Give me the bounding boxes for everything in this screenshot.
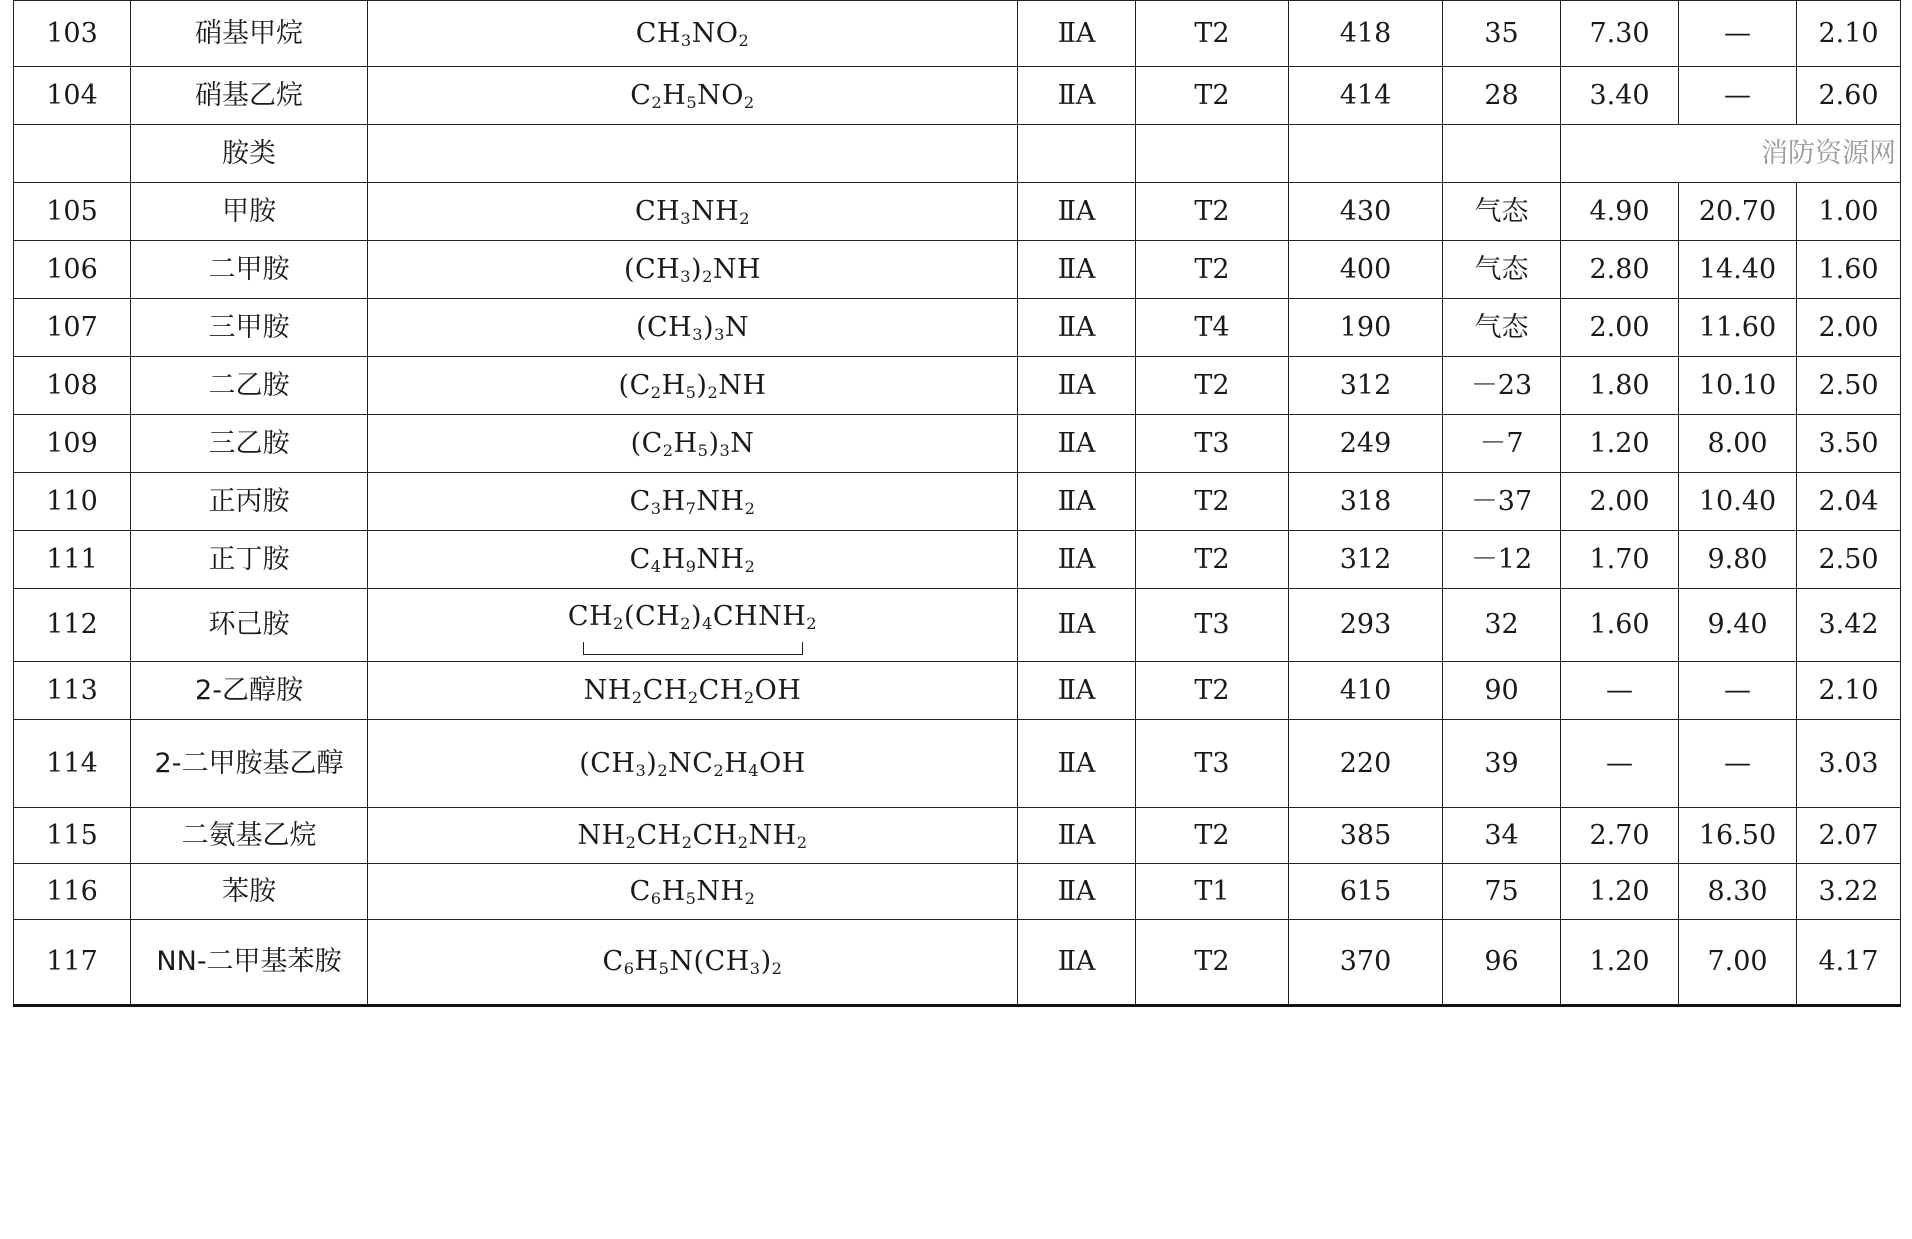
compound-name: 硝基乙烷 <box>131 67 368 125</box>
chemical-formula: $C_6H_5N(CH_3)_2$ <box>368 920 1018 1006</box>
empty-cell <box>1289 125 1443 183</box>
upper-explosive-limit: 7.00 <box>1679 920 1797 1006</box>
compound-name: 正丙胺 <box>131 473 368 531</box>
ignition-temperature: 430 <box>1289 183 1443 241</box>
lower-explosive-limit: — <box>1561 662 1679 720</box>
chemical-formula: $CH_3NO_2$ <box>368 1 1018 67</box>
lower-explosive-limit: 1.60 <box>1561 589 1679 662</box>
lower-explosive-limit: 7.30 <box>1561 1 1679 67</box>
row-number: 103 <box>14 1 131 67</box>
flash-point: 75 <box>1443 864 1561 920</box>
row-number: 105 <box>14 183 131 241</box>
row-number: 104 <box>14 67 131 125</box>
compound-name: 三甲胺 <box>131 299 368 357</box>
flash-point: －7 <box>1443 415 1561 473</box>
row-number: 106 <box>14 241 131 299</box>
flash-point: 34 <box>1443 808 1561 864</box>
upper-explosive-limit: — <box>1679 67 1797 125</box>
chemical-formula: $C_3H_7NH_2$ <box>368 473 1018 531</box>
group-label: 胺类 <box>131 125 368 183</box>
gas-group: ⅡA <box>1018 720 1136 808</box>
ignition-temperature: 220 <box>1289 720 1443 808</box>
upper-explosive-limit: — <box>1679 720 1797 808</box>
lower-explosive-limit: 1.80 <box>1561 357 1679 415</box>
temperature-class: T3 <box>1136 589 1289 662</box>
compound-name: 甲胺 <box>131 183 368 241</box>
table-row <box>14 920 1901 1006</box>
chemical-formula: $NH_2CH_2CH_2OH$ <box>368 662 1018 720</box>
chemical-formula <box>368 589 1018 662</box>
ignition-temperature: 312 <box>1289 531 1443 589</box>
flash-point: 28 <box>1443 67 1561 125</box>
gas-group: ⅡA <box>1018 531 1136 589</box>
row-number: 112 <box>14 589 131 662</box>
temperature-class: T2 <box>1136 241 1289 299</box>
relative-density: 4.17 <box>1797 920 1901 1006</box>
row-number: 115 <box>14 808 131 864</box>
row-number: 111 <box>14 531 131 589</box>
table-row <box>14 415 1901 473</box>
relative-density: 2.00 <box>1797 299 1901 357</box>
gas-group: ⅡA <box>1018 864 1136 920</box>
temperature-class: T2 <box>1136 1 1289 67</box>
ignition-temperature: 190 <box>1289 299 1443 357</box>
row-number: 113 <box>14 662 131 720</box>
temperature-class: T2 <box>1136 67 1289 125</box>
relative-density: 2.10 <box>1797 662 1901 720</box>
table-row <box>14 67 1901 125</box>
flash-point: 气态 <box>1443 241 1561 299</box>
ignition-temperature: 249 <box>1289 415 1443 473</box>
watermark-text: 消防资源网 <box>1561 125 1901 183</box>
row-number: 109 <box>14 415 131 473</box>
table-row <box>14 357 1901 415</box>
flash-point: 90 <box>1443 662 1561 720</box>
chemical-formula: $(C_2H_5)_3N$ <box>368 415 1018 473</box>
compound-name: 2-二甲胺基乙醇 <box>131 720 368 808</box>
ignition-temperature: 293 <box>1289 589 1443 662</box>
gas-group: ⅡA <box>1018 808 1136 864</box>
lower-explosive-limit: 2.70 <box>1561 808 1679 864</box>
relative-density: 1.00 <box>1797 183 1901 241</box>
compound-name: 正丁胺 <box>131 531 368 589</box>
flash-point: －23 <box>1443 357 1561 415</box>
row-number: 116 <box>14 864 131 920</box>
chemical-formula: $(CH_3)_2NH$ <box>368 241 1018 299</box>
chemical-formula: $(C_2H_5)_2NH$ <box>368 357 1018 415</box>
gas-group: ⅡA <box>1018 662 1136 720</box>
chemical-formula: $C_4H_9NH_2$ <box>368 531 1018 589</box>
upper-explosive-limit: 14.40 <box>1679 241 1797 299</box>
lower-explosive-limit: 2.00 <box>1561 299 1679 357</box>
gas-group: ⅡA <box>1018 920 1136 1006</box>
relative-density: 2.04 <box>1797 473 1901 531</box>
lower-explosive-limit: 4.90 <box>1561 183 1679 241</box>
chemical-formula: $NH_2CH_2CH_2NH_2$ <box>368 808 1018 864</box>
ignition-temperature: 418 <box>1289 1 1443 67</box>
flash-point: 气态 <box>1443 183 1561 241</box>
temperature-class: T2 <box>1136 183 1289 241</box>
compound-name: 2-乙醇胺 <box>131 662 368 720</box>
ring-bracket-icon <box>583 642 803 655</box>
ignition-temperature: 615 <box>1289 864 1443 920</box>
group-header-row <box>14 125 1901 183</box>
flash-point: －37 <box>1443 473 1561 531</box>
flash-point: 32 <box>1443 589 1561 662</box>
gas-group: ⅡA <box>1018 67 1136 125</box>
row-number: 114 <box>14 720 131 808</box>
gas-group: ⅡA <box>1018 415 1136 473</box>
temperature-class: T2 <box>1136 808 1289 864</box>
temperature-class: T3 <box>1136 720 1289 808</box>
table-row <box>14 589 1901 662</box>
upper-explosive-limit: 20.70 <box>1679 183 1797 241</box>
flash-point: －12 <box>1443 531 1561 589</box>
upper-explosive-limit: — <box>1679 1 1797 67</box>
formula-text: $CH_2(CH_2)_4CHNH_2$ <box>567 600 818 633</box>
relative-density: 1.60 <box>1797 241 1901 299</box>
upper-explosive-limit: 8.30 <box>1679 864 1797 920</box>
relative-density: 2.10 <box>1797 1 1901 67</box>
lower-explosive-limit: — <box>1561 720 1679 808</box>
relative-density: 2.60 <box>1797 67 1901 125</box>
lower-explosive-limit: 1.20 <box>1561 864 1679 920</box>
ignition-temperature: 400 <box>1289 241 1443 299</box>
relative-density: 2.07 <box>1797 808 1901 864</box>
row-number: 117 <box>14 920 131 1006</box>
empty-cell <box>1443 125 1561 183</box>
chemical-formula: $C_6H_5NH_2$ <box>368 864 1018 920</box>
ignition-temperature: 312 <box>1289 357 1443 415</box>
temperature-class: T2 <box>1136 531 1289 589</box>
upper-explosive-limit: 8.00 <box>1679 415 1797 473</box>
upper-explosive-limit: — <box>1679 662 1797 720</box>
compound-name: 环己胺 <box>131 589 368 662</box>
empty-cell <box>14 125 131 183</box>
table-row <box>14 531 1901 589</box>
lower-explosive-limit: 3.40 <box>1561 67 1679 125</box>
compound-name: 二甲胺 <box>131 241 368 299</box>
gas-group: ⅡA <box>1018 473 1136 531</box>
upper-explosive-limit: 9.80 <box>1679 531 1797 589</box>
chemical-formula: $(CH_3)_2NC_2H_4OH$ <box>368 720 1018 808</box>
table-row <box>14 720 1901 808</box>
temperature-class: T2 <box>1136 473 1289 531</box>
temperature-class: T2 <box>1136 662 1289 720</box>
table-row <box>14 864 1901 920</box>
compound-name: 二氨基乙烷 <box>131 808 368 864</box>
upper-explosive-limit: 10.10 <box>1679 357 1797 415</box>
gas-group: ⅡA <box>1018 183 1136 241</box>
lower-explosive-limit: 1.20 <box>1561 920 1679 1006</box>
flash-point: 35 <box>1443 1 1561 67</box>
ring-formula <box>568 595 817 655</box>
chemical-formula: $CH_3NH_2$ <box>368 183 1018 241</box>
relative-density: 2.50 <box>1797 531 1901 589</box>
ignition-temperature: 414 <box>1289 67 1443 125</box>
ignition-temperature: 370 <box>1289 920 1443 1006</box>
empty-cell <box>1136 125 1289 183</box>
upper-explosive-limit: 11.60 <box>1679 299 1797 357</box>
empty-cell <box>1018 125 1136 183</box>
table-row <box>14 241 1901 299</box>
table-row <box>14 473 1901 531</box>
gas-group: ⅡA <box>1018 1 1136 67</box>
table-row <box>14 183 1901 241</box>
row-number: 110 <box>14 473 131 531</box>
temperature-class: T2 <box>1136 920 1289 1006</box>
gas-group: ⅡA <box>1018 241 1136 299</box>
relative-density: 3.42 <box>1797 589 1901 662</box>
chemical-formula: $(CH_3)_3N$ <box>368 299 1018 357</box>
gas-group: ⅡA <box>1018 589 1136 662</box>
compound-name: NN-二甲基苯胺 <box>131 920 368 1006</box>
relative-density: 2.50 <box>1797 357 1901 415</box>
compound-name: 三乙胺 <box>131 415 368 473</box>
upper-explosive-limit: 16.50 <box>1679 808 1797 864</box>
relative-density: 3.22 <box>1797 864 1901 920</box>
compound-name: 苯胺 <box>131 864 368 920</box>
lower-explosive-limit: 2.00 <box>1561 473 1679 531</box>
temperature-class: T2 <box>1136 357 1289 415</box>
relative-density: 3.03 <box>1797 720 1901 808</box>
row-number: 108 <box>14 357 131 415</box>
lower-explosive-limit: 1.70 <box>1561 531 1679 589</box>
flash-point: 气态 <box>1443 299 1561 357</box>
temperature-class: T3 <box>1136 415 1289 473</box>
table-row <box>14 1 1901 67</box>
temperature-class: T4 <box>1136 299 1289 357</box>
chemical-formula: $C_2H_5NO_2$ <box>368 67 1018 125</box>
lower-explosive-limit: 2.80 <box>1561 241 1679 299</box>
table-body <box>14 1 1901 1006</box>
ignition-temperature: 318 <box>1289 473 1443 531</box>
upper-explosive-limit: 9.40 <box>1679 589 1797 662</box>
row-number: 107 <box>14 299 131 357</box>
gas-group: ⅡA <box>1018 357 1136 415</box>
upper-explosive-limit: 10.40 <box>1679 473 1797 531</box>
table-row <box>14 808 1901 864</box>
relative-density: 3.50 <box>1797 415 1901 473</box>
compound-name: 硝基甲烷 <box>131 1 368 67</box>
table-row <box>14 299 1901 357</box>
temperature-class: T1 <box>1136 864 1289 920</box>
gas-group: ⅡA <box>1018 299 1136 357</box>
chemical-properties-table <box>13 0 1901 1007</box>
ignition-temperature: 385 <box>1289 808 1443 864</box>
ignition-temperature: 410 <box>1289 662 1443 720</box>
lower-explosive-limit: 1.20 <box>1561 415 1679 473</box>
table-row <box>14 662 1901 720</box>
empty-cell <box>368 125 1018 183</box>
flash-point: 96 <box>1443 920 1561 1006</box>
flash-point: 39 <box>1443 720 1561 808</box>
compound-name: 二乙胺 <box>131 357 368 415</box>
